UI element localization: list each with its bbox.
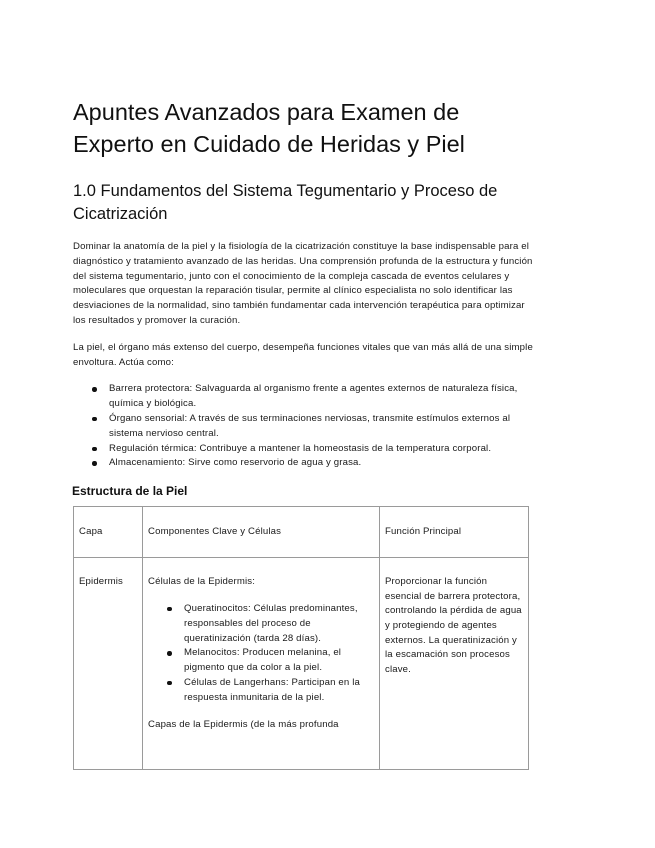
list-item: Almacenamiento: Sirve como reservorio de agua y grasa.	[109, 456, 533, 471]
cells-title: Células de la Epidermis:	[148, 576, 256, 588]
cells-list	[148, 602, 374, 706]
intro-paragraph: Dominar la anatomía de la piel y la fisiología de la cicatrización constituye la base indispensable para el diagnóstico y tratamiento avanzado de las heridas. Una comprensión profunda de la estructura y función del sistema tegumentario, junto con el conocimiento de la compleja cascada de eventos celulares y moleculares que orquestan la reparación tisular, permite al clínico especialista no solo identificar las desviaciones de la normalidad, sino también fundamentar cada intervención terapéutica para optimizar los resultados y promover la curación.	[73, 241, 533, 326]
list-item: Órgano sensorial: A través de sus terminaciones nerviosas, transmite estímulos externos al sistema nervioso central.	[109, 412, 533, 442]
header-cell-capa: Capa	[74, 507, 143, 558]
functions-list	[73, 382, 533, 471]
table-row	[74, 558, 529, 770]
list-item: Barrera protectora: Salvaguarda al organismo frente a agentes externos de naturaleza física, química y biológica.	[109, 382, 533, 412]
header-cell-funcion: Función Principal	[380, 507, 529, 558]
table-header-row	[74, 507, 529, 558]
function-cell: Proporcionar la función esencial de barrera protectora, controlando la pérdida de agua y protegiendo de agentes externos. La queratinización y la escamación son procesos clave.	[380, 558, 529, 770]
section-heading: 1.0 Fundamentos del Sistema Tegumentario y Proceso de Cicatrización	[73, 182, 498, 223]
functions-intro: La piel, el órgano más extenso del cuerpo, desempeña funciones vitales que van más allá de una simple envoltura. Actúa como:	[73, 341, 533, 368]
structure-heading: Estructura de la Piel	[72, 484, 188, 499]
list-item: Queratinocitos: Células predominantes, responsables del proceso de queratinización (tarda 28 días).	[184, 602, 374, 646]
list-item: Regulación térmica: Contribuye a mantener la homeostasis de la temperatura corporal.	[109, 442, 533, 457]
header-cell-componentes: Componentes Clave y Células	[143, 507, 380, 558]
layers-line: Capas de la Epidermis (de la más profunda	[148, 718, 339, 730]
list-item: Melanocitos: Producen melanina, el pigmento que da color a la piel.	[184, 646, 374, 676]
components-cell	[143, 558, 380, 770]
document-page	[73, 96, 533, 770]
document-title: Apuntes Avanzados para Examen de Experto en Cuidado de Heridas y Piel	[73, 99, 465, 157]
skin-structure-table	[73, 506, 529, 770]
layer-cell: Epidermis	[74, 558, 143, 770]
list-item: Células de Langerhans: Participan en la respuesta inmunitaria de la piel.	[184, 676, 374, 706]
